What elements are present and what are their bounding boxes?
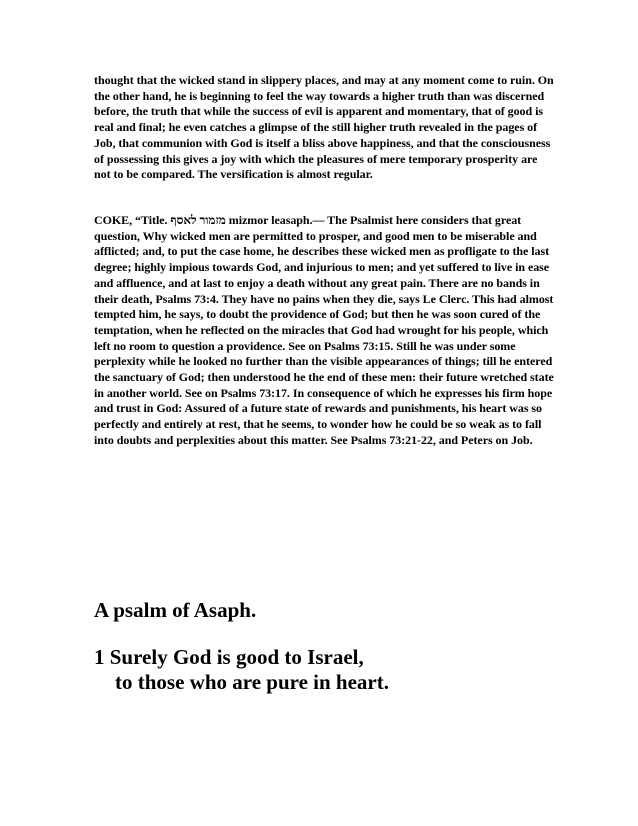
verse-1 bbox=[94, 645, 389, 695]
verse-line-1: 1 Surely God is good to Israel, bbox=[94, 645, 364, 669]
commentary-paragraph: thought that the wicked stand in slippery places, and may at any moment come to ruin. On the other hand, he is beginning to feel the way towards a higher truth than was discerned before, the truth that while the success of evil is apparent and momentary, that of good is real and final; he even catches a glimpse of the still higher truth revealed in the pages of Job, that communion with God is itself a bliss above happiness, and that the consciousness of possessing this gives a joy with which the pleasures of mere temporary prosperity are not to be compared. The versification is almost regular. bbox=[94, 73, 554, 182]
psalm-heading: A psalm of Asaph. bbox=[94, 598, 257, 622]
verse-line-2: to those who are pure in heart. bbox=[115, 670, 389, 694]
coke-commentary-paragraph: COKE, “Title. מזמור לאסף mizmor leasaph.— The Psalmist here considers that great question, Why wicked men are permitted to prosper, and good men to be miserable and afflicted; and, to put the case home, he describes these wicked men as profligate to the last degree; highly impious towards God, and injurious to men; and yet suffered to live in ease and affluence, and at last to enjoy a death without any great pain. There are no bands in their death, Psalms 73:4. They have no pains when they die, says Le Clerc. This had almost tempted him, he says, to doubt the providence of God; but then he was soon cured of the temptation, when he reflected on the miracles that God had wrought for his people, which left no room to question a providence. See on Psalms 73:15. Still he was under some perplexity while he looked no further than the visible appearances of things; till he entered the sanctuary of God; then understood he the end of these men: their future wretched state in another world. See on Psalms 73:17. In consequence of which he expresses his firm hope and trust in God: Assured of a future state of rewards and punishments, his heart was so perfectly and entirely at rest, that he seems, to wonder how he could be so weak as to fall into doubts and perplexities about this matter. See Psalms 73:21-22, and Peters on Job. bbox=[94, 213, 554, 447]
